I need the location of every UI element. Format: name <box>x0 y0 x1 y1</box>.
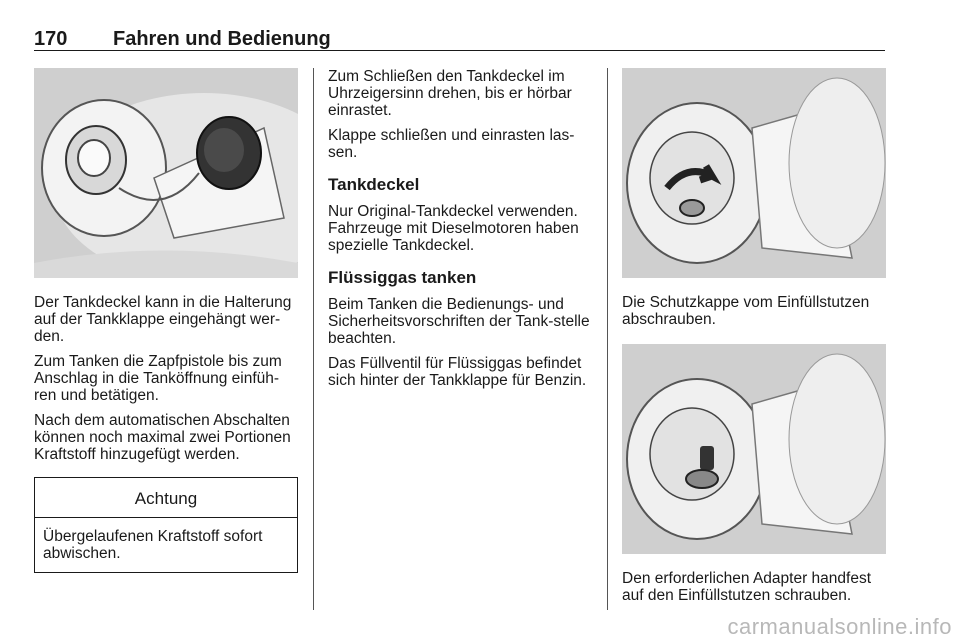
paragraph: Beim Tanken die Bedienungs- und Sicherheitsvorschriften der Tank-stelle beachten. <box>328 296 590 347</box>
column-middle <box>328 68 592 397</box>
paragraph: Das Füllventil für Flüssiggas befindet sich hinter der Tankklappe für Benzin. <box>328 355 587 389</box>
paragraph: Der Tankdeckel kann in die Halterung auf der Tankklappe eingehängt wer-den. <box>34 294 292 345</box>
column-left <box>34 68 298 573</box>
watermark: carmanualsonline.info <box>727 614 952 639</box>
heading-lpg-refuel: Flüssiggas tanken <box>328 268 477 287</box>
paragraph: Zum Schließen den Tankdeckel im Uhrzeigersinn drehen, bis er hörbar einrastet. <box>328 68 572 119</box>
paragraph: Den erforderlichen Adapter handfest auf den Einfüllstutzen schrauben. <box>622 570 872 604</box>
column-divider <box>607 68 608 610</box>
page-header <box>34 26 885 51</box>
paragraph: Nur Original-Tankdeckel verwenden. Fahrzeuge mit Dieselmotoren haben spezielle Tankdeckel. <box>328 203 579 254</box>
paragraph: Zum Tanken die Zapfpistole bis zum Anschlag in die Tanköffnung einfüh-ren und betätigen. <box>34 353 282 404</box>
fuel-cap-illustration <box>34 68 298 278</box>
heading-tankdeckel: Tankdeckel <box>328 175 420 194</box>
paragraph: Die Schutzkappe vom Einfüllstutzen abschrauben. <box>622 294 870 328</box>
paragraph: Nach dem automatischen Abschalten können noch maximal zwei Portionen Kraftstoff hinzugefügt werden. <box>34 412 291 463</box>
warning-text: Übergelaufenen Kraftstoff sofort abwischen. <box>43 528 263 562</box>
page-number: 170 <box>34 28 68 50</box>
column-divider <box>313 68 314 610</box>
adapter-illustration <box>622 344 886 554</box>
column-right <box>622 68 886 612</box>
warning-box <box>34 477 298 573</box>
paragraph: Klappe schließen und einrasten las-sen. <box>328 127 575 161</box>
lpg-cap-illustration <box>622 68 886 278</box>
warning-title: Achtung <box>35 478 297 518</box>
section-title: Fahren und Bedienung <box>113 28 331 50</box>
